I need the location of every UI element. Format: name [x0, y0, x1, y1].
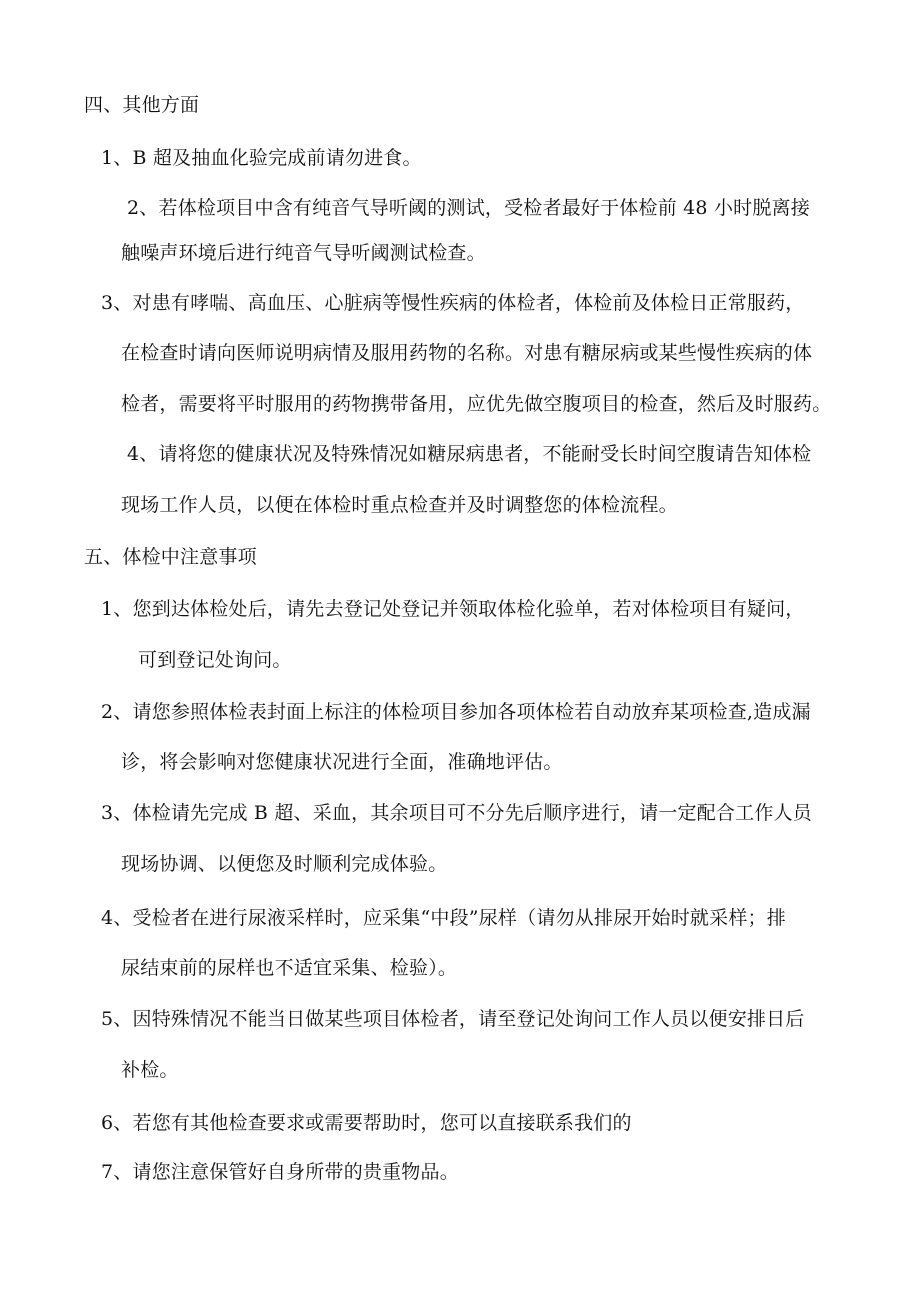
list-item-line: 可到登记处询问。: [138, 649, 292, 671]
list-item-line: 4、请将您的健康状况及特殊情况如糖尿病患者，不能耐受长时间空腹请告知体检: [127, 443, 812, 465]
section-heading-precautions: 五、体检中注意事项: [84, 546, 257, 568]
list-item-line: 3、体检请先完成 B 超、采血，其余项目可不分先后顺序进行，请一定配合工作人员: [101, 802, 812, 824]
list-item-line: 5、因特殊情况不能当日做某些项目体检者，请至登记处询问工作人员以便安排日后: [101, 1008, 805, 1030]
list-item-line: 尿结束前的尿样也不适宜采集、检验）。: [121, 957, 458, 979]
list-item-line: 在检查时请向医师说明病情及服用药物的名称。对患有糖尿病或某些慢性疾病的体: [121, 342, 813, 364]
list-item-line: 6、若您有其他检查要求或需要帮助时，您可以直接联系我们的: [101, 1112, 632, 1134]
list-item-line: 现场协调、以便您及时顺利完成体验。: [121, 853, 448, 875]
list-item-line: 触噪声环境后进行纯音气导听阈测试检查。: [121, 242, 486, 264]
list-item-line: 4、受检者在进行尿液采样时，应采集“中段”尿样（请勿从排尿开始时就采样；排: [101, 907, 786, 929]
list-item-line: 1、您到达体检处后，请先去登记处登记并领取体检化验单，若对体检项目有疑问，: [101, 598, 805, 620]
list-item-line: 2、请您参照体检表封面上标注的体检项目参加各项体检若自动放弃某项检查,造成漏: [101, 701, 811, 723]
list-item-line: 现场工作人员，以便在体检时重点检查并及时调整您的体检流程。: [121, 494, 678, 516]
list-item-line: 1、B 超及抽血化验完成前请勿进食。: [101, 147, 422, 169]
list-item-line: 诊，将会影响对您健康状况进行全面，准确地评估。: [121, 751, 563, 773]
list-item-line: 3、对患有哮喘、高血压、心脏病等慢性疾病的体检者，体检前及体检日正常服药，: [101, 292, 805, 314]
list-item-line: 补检。: [121, 1059, 179, 1081]
list-item-line: 7、请您注意保管好自身所带的贵重物品。: [101, 1161, 459, 1183]
list-item-line: 2、若体检项目中含有纯音气导听阈的测试，受检者最好于体检前 48 小时脱离接: [127, 197, 810, 219]
section-heading-other: 四、其他方面: [84, 94, 200, 116]
list-item-line: 检者，需要将平时服用的药物携带备用，应优先做空腹项目的检查，然后及时服药。: [121, 393, 832, 415]
